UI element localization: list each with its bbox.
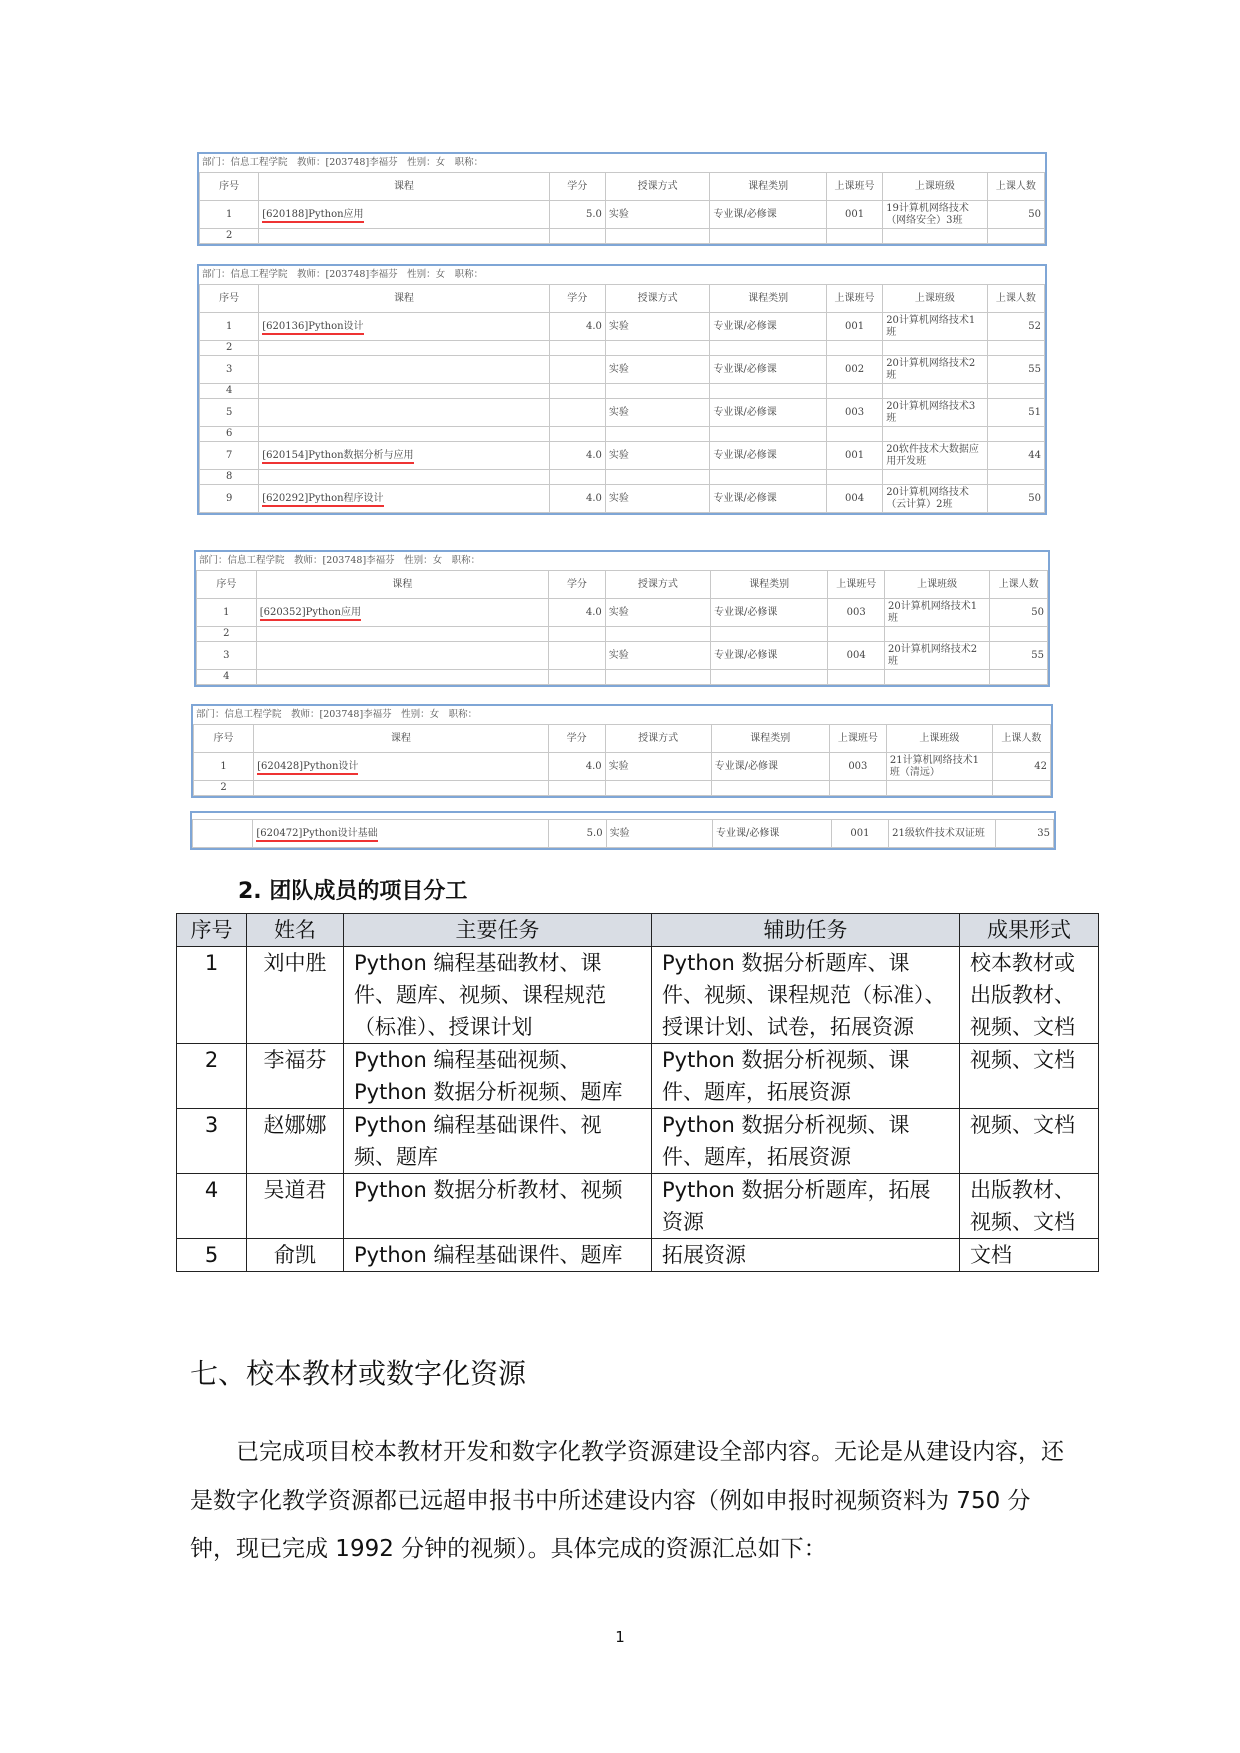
- table-cell: [549, 427, 605, 442]
- screenshot-table: [190, 811, 1056, 850]
- table-cell: [549, 341, 605, 356]
- table-row: [200, 313, 1045, 341]
- column-header: 上课班级: [883, 285, 987, 313]
- table-cell: 9: [200, 485, 259, 513]
- table-cell: 51: [987, 399, 1044, 427]
- header-row: [197, 571, 1048, 599]
- team-cell: 4: [177, 1174, 247, 1239]
- column-header: 学分: [548, 725, 605, 753]
- column-header: 授课方式: [605, 571, 710, 599]
- table-cell: [883, 427, 987, 442]
- table-cell: 50: [987, 485, 1044, 513]
- table-cell: [828, 627, 885, 642]
- table-cell: 专业课/必修课: [711, 642, 828, 670]
- table-cell: 实验: [605, 356, 709, 384]
- table-cell: [549, 384, 605, 399]
- team-cell: 吴道君: [247, 1174, 344, 1239]
- table-cell: [710, 229, 827, 244]
- table-cell: [828, 670, 885, 685]
- table-cell: [259, 442, 549, 470]
- table-cell: 专业课/必修课: [710, 442, 827, 470]
- table-cell: [259, 485, 549, 513]
- table-cell: 50: [987, 201, 1044, 229]
- column-header: 授课方式: [605, 725, 711, 753]
- table-row: [200, 201, 1045, 229]
- table-cell: 4: [197, 670, 257, 685]
- column-header: 课程类别: [710, 173, 827, 201]
- table-cell: [549, 670, 606, 685]
- course-name: [620292]Python程序设计: [262, 493, 383, 507]
- table-cell: [987, 470, 1044, 485]
- team-cell: Python 数据分析视频、课件、题库，拓展资源: [652, 1044, 960, 1109]
- table-cell: [605, 781, 711, 796]
- table-cell: [259, 201, 549, 229]
- team-cell: Python 数据分析教材、视频: [344, 1174, 652, 1239]
- table-cell: 5.0: [549, 201, 605, 229]
- column-header: 课程: [254, 725, 548, 753]
- table-cell: [883, 470, 987, 485]
- column-header: 主要任务: [344, 914, 652, 947]
- table-cell: 实验: [605, 201, 709, 229]
- table-cell: [990, 627, 1048, 642]
- table-cell: [259, 399, 549, 427]
- header-row: [194, 725, 1051, 753]
- table-cell: [605, 670, 710, 685]
- body-paragraph: 已完成项目校本教材开发和数字化教学资源建设全部内容。无论是从建设内容，还是数字化教学资源都已远超申报书中所述建设内容（例如申报时视频资料为 750 分钟，现已完成 1992 分钟的视频）。具体完成的资源汇总如下：: [190, 1439, 1064, 1562]
- table-cell: 21级软件技术双证班: [889, 820, 995, 848]
- table-cell: 55: [990, 642, 1048, 670]
- column-header: 姓名: [247, 914, 344, 947]
- team-cell: 俞凯: [247, 1239, 344, 1272]
- table-cell: [259, 384, 549, 399]
- table-cell: 1: [197, 599, 257, 627]
- column-header: 上课人数: [992, 725, 1050, 753]
- table-cell: 002: [826, 356, 882, 384]
- table-cell: [549, 627, 606, 642]
- team-cell: 文档: [960, 1239, 1099, 1272]
- column-header: 学分: [549, 571, 606, 599]
- table-cell: [883, 229, 987, 244]
- screenshot-table: [191, 704, 1053, 798]
- column-header: 授课方式: [605, 285, 709, 313]
- table-cell: 7: [200, 442, 259, 470]
- table-cell: [605, 229, 709, 244]
- table-cell: [256, 642, 548, 670]
- table-cell: [549, 642, 606, 670]
- table-cell: [990, 670, 1048, 685]
- table-cell: 004: [828, 642, 885, 670]
- table-cell: [605, 341, 709, 356]
- column-header: 上课班号: [829, 725, 886, 753]
- table-cell: 2: [200, 229, 259, 244]
- table-cell: 实验: [605, 442, 709, 470]
- course-name: [620472]Python设计基础: [256, 828, 377, 842]
- course-name: [620154]Python数据分析与应用: [262, 450, 413, 464]
- table-cell: 专业课/必修课: [710, 313, 827, 341]
- table-cell: 4: [200, 384, 259, 399]
- table-cell: [826, 341, 882, 356]
- table-cell: 5.0: [549, 820, 606, 848]
- team-cell: Python 编程基础课件、视频、题库: [344, 1109, 652, 1174]
- table-cell: 001: [826, 313, 882, 341]
- table-row: [193, 820, 1054, 848]
- screenshot-table: [194, 550, 1050, 687]
- team-row: [177, 1044, 1099, 1109]
- column-header: 上课班号: [826, 173, 882, 201]
- table-cell: 2: [197, 627, 257, 642]
- team-cell: Python 数据分析题库，拓展资源: [652, 1174, 960, 1239]
- section-title: 七、校本教材或数字化资源: [190, 1357, 527, 1390]
- table-row: [197, 642, 1048, 670]
- team-header-row: [177, 914, 1099, 947]
- table-cell: 20计算机网络技术1班: [883, 313, 987, 341]
- table-cell: [987, 427, 1044, 442]
- column-header: 上课人数: [987, 173, 1044, 201]
- table-cell: [987, 229, 1044, 244]
- table-cell: 2: [194, 781, 254, 796]
- table-cell: [605, 470, 709, 485]
- column-header: 课程类别: [710, 285, 827, 313]
- table-row: [200, 384, 1045, 399]
- table-cell: [711, 781, 829, 796]
- table-cell: 42: [992, 753, 1050, 781]
- course-table: [193, 724, 1051, 796]
- column-header: 序号: [200, 285, 259, 313]
- screenshot-table: [197, 264, 1047, 515]
- table-cell: 3: [200, 356, 259, 384]
- column-header: 序号: [177, 914, 247, 947]
- table-cell: 专业课/必修课: [710, 485, 827, 513]
- table-cell: [256, 670, 548, 685]
- table-cell: [710, 384, 827, 399]
- table-cell: [259, 313, 549, 341]
- table-cell: 55: [987, 356, 1044, 384]
- table-cell: [549, 470, 605, 485]
- table-cell: 003: [829, 753, 886, 781]
- column-header: 课程: [256, 571, 548, 599]
- table-cell: [254, 753, 548, 781]
- table-cell: 实验: [605, 399, 709, 427]
- column-header: 上课人数: [990, 571, 1048, 599]
- team-cell: Python 编程基础视频、Python 数据分析视频、题库: [344, 1044, 652, 1109]
- team-cell: 校本教材或出版教材、视频、文档: [960, 947, 1099, 1044]
- table-row: [200, 427, 1045, 442]
- column-header: 课程: [259, 285, 549, 313]
- table-cell: 1: [200, 201, 259, 229]
- table-row: [200, 341, 1045, 356]
- team-cell: 视频、文档: [960, 1044, 1099, 1109]
- team-cell: 刘中胜: [247, 947, 344, 1044]
- table-cell: [259, 427, 549, 442]
- team-cell: 李福芬: [247, 1044, 344, 1109]
- column-header: 上课人数: [987, 285, 1044, 313]
- table-cell: [259, 229, 549, 244]
- table-cell: 003: [828, 599, 885, 627]
- table-row: [197, 599, 1048, 627]
- table-row: [200, 356, 1045, 384]
- course-name: [620352]Python应用: [260, 607, 361, 621]
- column-header: 学分: [549, 173, 605, 201]
- table-cell: 实验: [605, 753, 711, 781]
- table-cell: [549, 229, 605, 244]
- table-cell: [987, 341, 1044, 356]
- column-header: 序号: [194, 725, 254, 753]
- table-cell: 20计算机网络技术2班: [883, 356, 987, 384]
- table-cell: 20计算机网络技术1班: [885, 599, 990, 627]
- table-cell: 50: [990, 599, 1048, 627]
- column-header: 上课班级: [883, 173, 987, 201]
- table-cell: 001: [826, 442, 882, 470]
- team-cell: 赵娜娜: [247, 1109, 344, 1174]
- table-cell: 实验: [605, 313, 709, 341]
- table-cell: [710, 470, 827, 485]
- table-cell: [992, 781, 1050, 796]
- column-header: 课程类别: [711, 725, 829, 753]
- table-cell: 2: [200, 341, 259, 356]
- table-cell: [259, 356, 549, 384]
- table-cell: 5: [200, 399, 259, 427]
- table-cell: [711, 670, 828, 685]
- team-row: [177, 1109, 1099, 1174]
- table-cell: 52: [987, 313, 1044, 341]
- table-cell: [885, 627, 990, 642]
- table-cell: 专业课/必修课: [710, 356, 827, 384]
- table-cell: [549, 356, 605, 384]
- column-header: 上课班级: [886, 725, 992, 753]
- table-cell: 专业课/必修课: [713, 820, 832, 848]
- team-cell: Python 数据分析题库、课件、视频、课程规范（标准）、授课计划、试卷，拓展资源: [652, 947, 960, 1044]
- course-table: [199, 172, 1045, 244]
- column-header: 序号: [197, 571, 257, 599]
- table-cell: 1: [200, 313, 259, 341]
- table-cell: 4.0: [549, 442, 605, 470]
- table-cell: 20计算机网络技术2班: [885, 642, 990, 670]
- table-cell: [885, 670, 990, 685]
- table-cell: 001: [831, 820, 888, 848]
- team-row: [177, 1239, 1099, 1272]
- table-row: [200, 470, 1045, 485]
- table-cell: 35: [995, 820, 1053, 848]
- table-cell: [886, 781, 992, 796]
- table-row: [194, 753, 1051, 781]
- team-cell: Python 编程基础教材、课件、题库、视频、课程规范（标准）、授课计划: [344, 947, 652, 1044]
- table-cell: 实验: [605, 642, 710, 670]
- screenshot-title: 部门：信息工程学院 教师：[203748]李福芬 性别：女 职称：: [202, 269, 484, 280]
- team-cell: Python 编程基础课件、题库: [344, 1239, 652, 1272]
- table-cell: [826, 229, 882, 244]
- table-cell: [259, 470, 549, 485]
- team-cell: 视频、文档: [960, 1109, 1099, 1174]
- column-header: 成果形式: [960, 914, 1099, 947]
- table-cell: 21计算机网络技术1班（清远）: [886, 753, 992, 781]
- table-cell: [711, 627, 828, 642]
- table-cell: 003: [826, 399, 882, 427]
- table-row: [200, 485, 1045, 513]
- table-cell: 4.0: [549, 599, 606, 627]
- page-number: 1: [615, 1628, 625, 1646]
- table-cell: 44: [987, 442, 1044, 470]
- team-cell: 3: [177, 1109, 247, 1174]
- table-cell: 专业课/必修课: [710, 399, 827, 427]
- table-cell: 4.0: [549, 485, 605, 513]
- screenshot-title: 部门：信息工程学院 教师：[203748]李福芬 性别：女 职称：: [202, 157, 484, 168]
- team-cell: 拓展资源: [652, 1239, 960, 1272]
- table-cell: [605, 384, 709, 399]
- table-cell: [710, 427, 827, 442]
- course-name: [620136]Python设计: [262, 321, 363, 335]
- table-row: [197, 670, 1048, 685]
- team-cell: 1: [177, 947, 247, 1044]
- team-cell: 出版教材、视频、文档: [960, 1174, 1099, 1239]
- course-name: [620188]Python应用: [262, 209, 363, 223]
- table-cell: [605, 427, 709, 442]
- course-table: [196, 570, 1048, 685]
- table-cell: 4.0: [548, 753, 605, 781]
- table-cell: 6: [200, 427, 259, 442]
- screenshot-title: 部门：信息工程学院 教师：[203748]李福芬 性别：女 职称：: [196, 709, 478, 720]
- table-cell: [256, 599, 548, 627]
- table-row: [200, 399, 1045, 427]
- column-header: 课程类别: [711, 571, 828, 599]
- column-header: 上课班号: [826, 285, 882, 313]
- table-cell: 实验: [606, 820, 712, 848]
- table-cell: 专业课/必修课: [711, 753, 829, 781]
- team-row: [177, 1174, 1099, 1239]
- column-header: 辅助任务: [652, 914, 960, 947]
- table-cell: [193, 820, 253, 848]
- team-cell: 5: [177, 1239, 247, 1272]
- team-row: [177, 947, 1099, 1044]
- table-cell: [883, 341, 987, 356]
- table-cell: 004: [826, 485, 882, 513]
- column-header: 授课方式: [605, 173, 709, 201]
- table-cell: [256, 627, 548, 642]
- column-header: 上课班号: [828, 571, 885, 599]
- table-cell: 19计算机网络技术（网络安全）3班: [883, 201, 987, 229]
- table-cell: [883, 384, 987, 399]
- table-cell: 1: [194, 753, 254, 781]
- table-cell: 001: [826, 201, 882, 229]
- table-cell: 实验: [605, 599, 710, 627]
- table-cell: [549, 399, 605, 427]
- table-cell: [829, 781, 886, 796]
- table-cell: [826, 384, 882, 399]
- screenshot-table: [197, 152, 1047, 246]
- course-table: [199, 284, 1045, 513]
- course-table: [192, 819, 1054, 848]
- column-header: 学分: [549, 285, 605, 313]
- team-cell: 2: [177, 1044, 247, 1109]
- team-cell: Python 数据分析视频、课件、题库，拓展资源: [652, 1109, 960, 1174]
- table-cell: [605, 627, 710, 642]
- team-table: [176, 913, 1099, 1272]
- table-cell: 专业课/必修课: [710, 201, 827, 229]
- table-cell: 20计算机网络技术（云计算）2班: [883, 485, 987, 513]
- column-header: 上课班级: [885, 571, 990, 599]
- table-cell: 4.0: [549, 313, 605, 341]
- table-row: [197, 627, 1048, 642]
- table-cell: [710, 341, 827, 356]
- header-row: [200, 285, 1045, 313]
- table-row: [200, 229, 1045, 244]
- table-cell: [826, 427, 882, 442]
- column-header: 课程: [259, 173, 549, 201]
- table-row: [200, 442, 1045, 470]
- table-cell: 8: [200, 470, 259, 485]
- table-cell: 3: [197, 642, 257, 670]
- table-row: [194, 781, 1051, 796]
- table-cell: [826, 470, 882, 485]
- table-cell: [987, 384, 1044, 399]
- table-cell: [253, 820, 549, 848]
- table-cell: [254, 781, 548, 796]
- table-cell: [259, 341, 549, 356]
- column-header: 序号: [200, 173, 259, 201]
- table-cell: 实验: [605, 485, 709, 513]
- table-cell: 20软件技术大数据应用开发班: [883, 442, 987, 470]
- table-cell: 专业课/必修课: [711, 599, 828, 627]
- screenshot-title: 部门：信息工程学院 教师：[203748]李福芬 性别：女 职称：: [199, 555, 481, 566]
- header-row: [200, 173, 1045, 201]
- table-cell: 20计算机网络技术3班: [883, 399, 987, 427]
- course-name: [620428]Python设计: [257, 761, 358, 775]
- team-heading: 2. 团队成员的项目分工: [238, 879, 468, 904]
- table-cell: [548, 781, 605, 796]
